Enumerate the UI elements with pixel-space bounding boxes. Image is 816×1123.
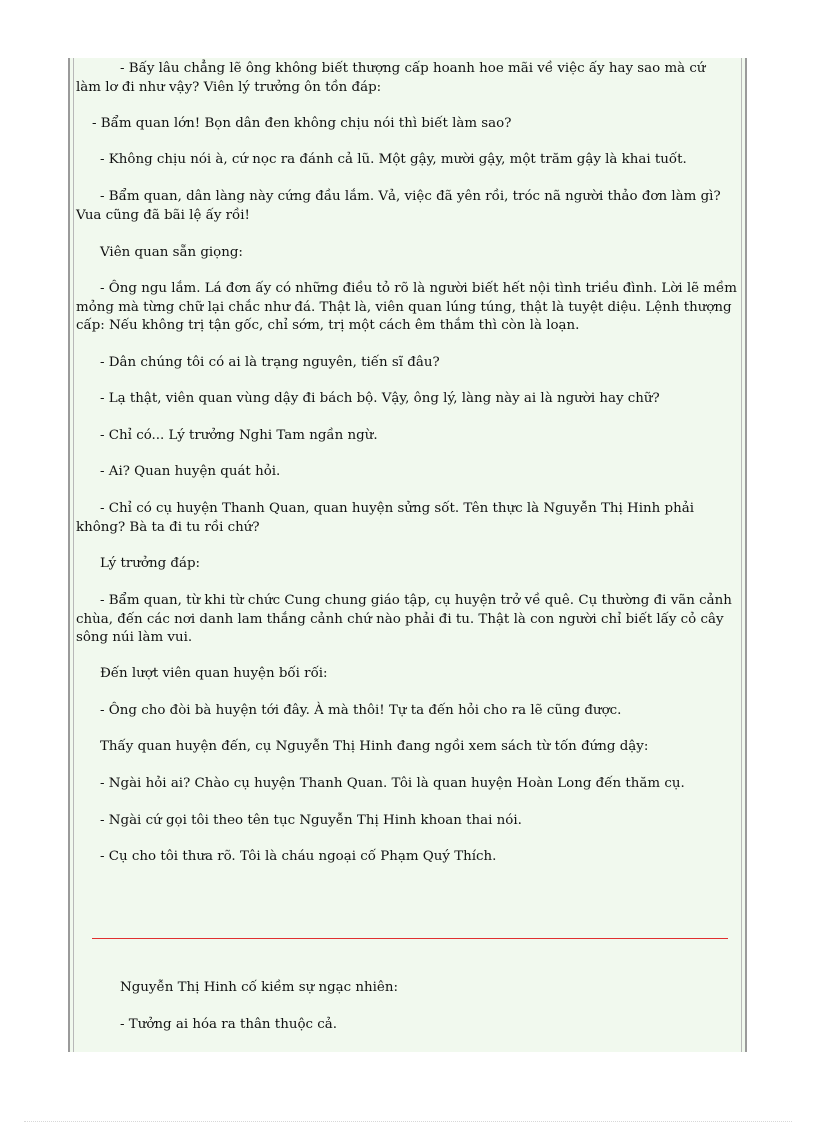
paragraph: - Cụ cho tôi thưa rõ. Tôi là cháu ngoại cố Phạm Quý Thích. [100,849,497,864]
right-border-outer [745,58,747,1052]
paragraph: - Dân chúng tôi có ai là trạng nguyên, tiến sĩ đâu? [100,355,440,370]
bottom-dotted-line [24,1121,792,1122]
paragraph: - Chỉ có cụ huyện Thanh Quan, quan huyện sửng sốt. Tên thực là Nguyễn Thị Hinh phải không? Bà ta đi tu rồi chứ? [76,501,694,535]
red-horizontal-rule [92,938,728,939]
paragraph: - Bẩm quan lớn! Bọn dân đen không chịu nói thì biết làm sao? [92,116,512,131]
paragraph: - Bẩm quan, từ khi từ chức Cung chung giáo tập, cụ huyện trở về quê. Cụ thường đi vãn cảnh chùa, đến các nơi danh lam thắng cảnh chứ nào phải đi tu. Thật là con người chỉ biết lấy cỏ cây sông núi làm vui. [76,593,732,645]
left-border-inner [73,58,74,1052]
paragraph: Lý trưởng đáp: [100,556,201,571]
paragraph: Nguyễn Thị Hinh cố kiềm sự ngạc nhiên: [120,980,398,995]
paragraph: Đến lượt viên quan huyện bối rối: [100,666,328,681]
paragraph: Thấy quan huyện đến, cụ Nguyễn Thị Hinh đang ngồi xem sách từ tốn đứng dậy: [100,739,649,754]
paragraph: - Bấy lâu chẳng lẽ ông không biết thượng cấp hoanh hoe mãi về việc ấy hay sao mà cứ làm lơ đi như vậy? Viên lý trưởng ôn tồn đáp: [76,61,706,95]
paragraph: - Chỉ có... Lý trưởng Nghi Tam ngần ngừ. [100,428,378,443]
paragraph: - Ngài cứ gọi tôi theo tên tục Nguyễn Thị Hinh khoan thai nói. [100,813,522,828]
paragraph: - Không chịu nói à, cứ nọc ra đánh cả lũ. Một gậy, mười gậy, một trăm gậy là khai tuốt. [100,152,687,167]
paragraph: - Ông ngu lắm. Lá đơn ấy có những điều tỏ rõ là người biết hết nội tình triều đình. Lời lẽ mềm mỏng mà từng chữ lại chắc như đá. Thật là, viên quan lúng túng, thật là tuyệt diệu. Lệnh thượng cấp: Nếu không trị tận gốc, chỉ sớm, trị một cách êm thắm thì còn là loạn. [76,281,737,333]
paragraph: - Ngài hỏi ai? Chào cụ huyện Thanh Quan. Tôi là quan huyện Hoàn Long đến thăm cụ. [100,776,685,791]
paragraph: - Ông cho đòi bà huyện tới đây. À mà thôi! Tự ta đến hỏi cho ra lẽ cũng được. [100,703,622,718]
paragraph: - Ai? Quan huyện quát hỏi. [100,464,281,479]
left-border-outer [68,58,70,1052]
paragraph: Viên quan sẵn giọng: [100,245,243,260]
paragraph: - Bẩm quan, dân làng này cứng đầu lắm. Vả, việc đã yên rồi, tróc nã người thảo đơn làm gì? Vua cũng đã bãi lệ ấy rồi! [76,189,721,223]
paragraph: - Lạ thật, viên quan vùng dậy đi bách bộ. Vậy, ông lý, làng này ai là người hay chữ? [100,391,660,406]
right-border-inner [741,58,742,1052]
paragraph: - Tưởng ai hóa ra thân thuộc cả. [120,1017,337,1032]
